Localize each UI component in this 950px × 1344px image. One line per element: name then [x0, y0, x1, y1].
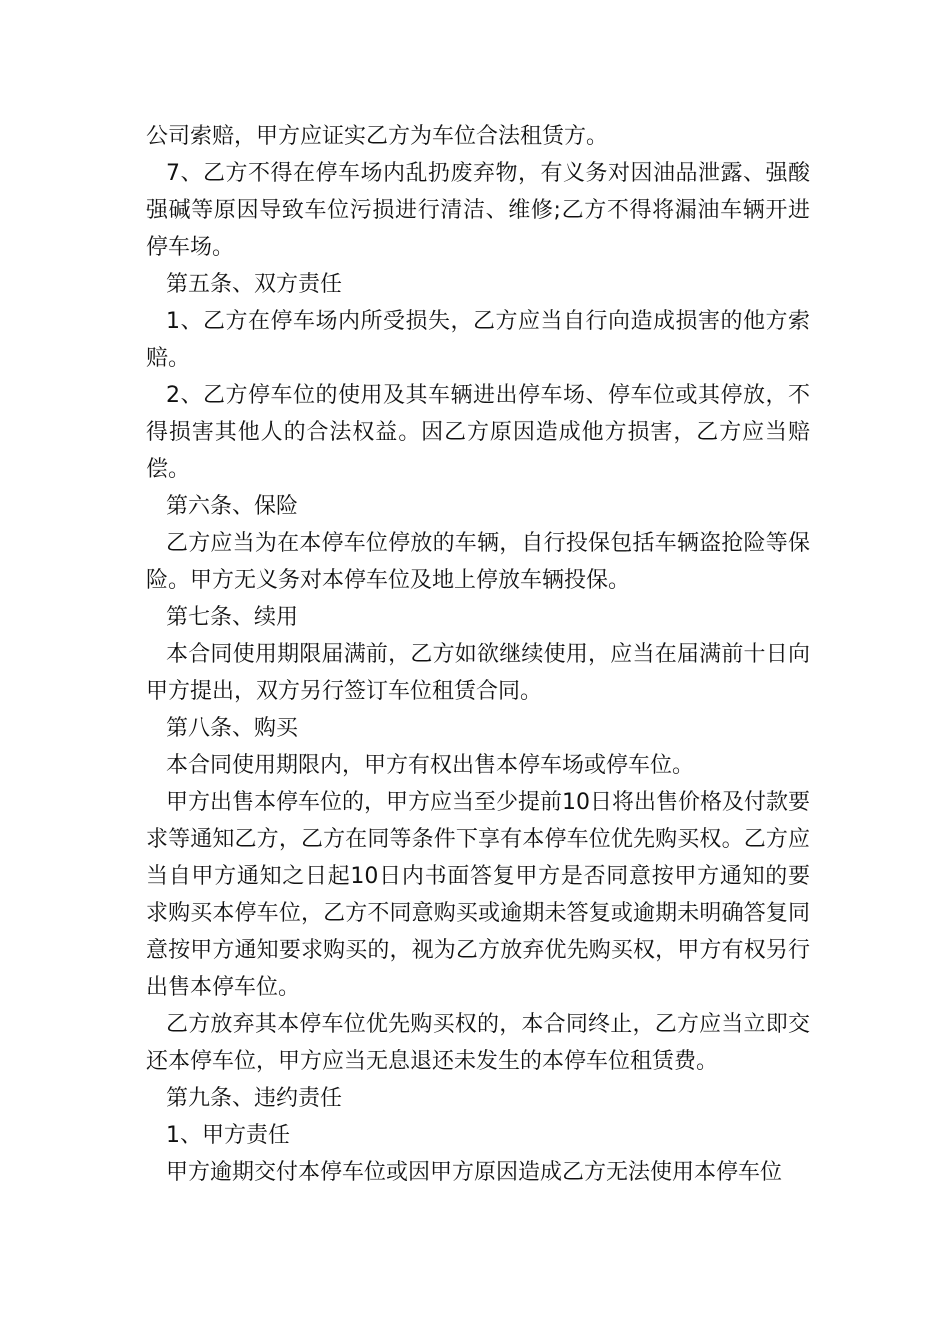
paragraph-article-5-item-2: 2、乙方停车位的使用及其车辆进出停车场、停车位或其停放，不得损害其他人的合法权益。因乙方原因造成他方损害，乙方应当赔偿。	[146, 383, 810, 482]
paragraph-article-9-item-1-body: 甲方逾期交付本停车位或因甲方原因造成乙方无法使用本停车位	[166, 1160, 783, 1185]
heading-article-8: 第八条、购买	[166, 716, 299, 741]
heading-article-7: 第七条、续用	[166, 605, 299, 630]
paragraph-article-8-body-2: 甲方出售本停车位的，甲方应当至少提前10日将出售价格及付款要求等通知乙方，乙方在同等条件下享有本停车位优先购买权。乙方应当自甲方通知之日起10日内书面答复甲方是否同意按甲方通知的要求购买本停车位，乙方不同意购买或逾期未答复或逾期未明确答复同意按甲方通知要求购买的，视为乙方放弃优先购买权，甲方有权另行出售本停车位。	[146, 790, 810, 1000]
paragraph-article-7-body: 本合同使用期限届满前，乙方如欲继续使用，应当在届满前十日向甲方提出，双方另行签订车位租赁合同。	[146, 642, 810, 704]
heading-article-5: 第五条、双方责任	[166, 272, 343, 297]
paragraph-article-8-body-1: 本合同使用期限内，甲方有权出售本停车场或停车位。	[166, 753, 695, 778]
document-body	[146, 118, 810, 1191]
paragraph-clause-7: 7、乙方不得在停车场内乱扔废弃物，有义务对因油品泄露、强酸强碱等原因导致车位污损进行清洁、维修;乙方不得将漏油车辆开进停车场。	[146, 161, 810, 260]
paragraph-article-5-item-1: 1、乙方在停车场内所受损失，乙方应当自行向造成损害的他方索赔。	[146, 309, 810, 371]
paragraph-article-8-body-3: 乙方放弃其本停车位优先购买权的，本合同终止，乙方应当立即交还本停车位，甲方应当无息退还未发生的本停车位租赁费。	[146, 1012, 810, 1074]
heading-article-9: 第九条、违约责任	[166, 1086, 343, 1111]
paragraph-claim-continuation: 公司索赔，甲方应证实乙方为车位合法租赁方。	[146, 124, 609, 149]
heading-article-6: 第六条、保险	[166, 494, 299, 519]
heading-article-9-item-1: 1、甲方责任	[166, 1123, 290, 1148]
paragraph-article-6-body: 乙方应当为在本停车位停放的车辆，自行投保包括车辆盗抢险等保险。甲方无义务对本停车位及地上停放车辆投保。	[146, 531, 810, 593]
